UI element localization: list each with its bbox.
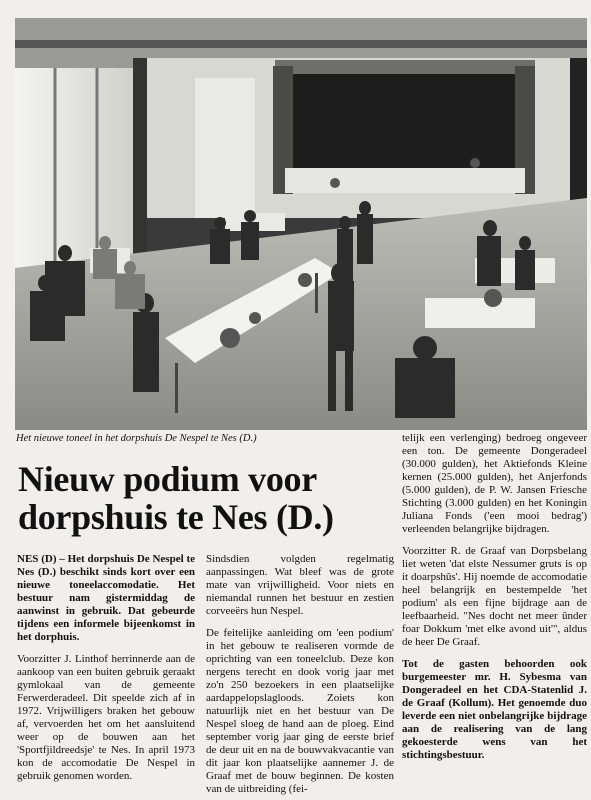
article-paragraph: Tot de gasten behoorden ook burgemeester mr. H. Sybesma van Dongeradeel en het CDA-Statenlid J. de Graaf (Kollum). Het genoemde duo leverde een niet onbelangrijke bijdrage aan de realisering van de lang gekoesterde wens van het stichtingsbestuur. — [402, 658, 587, 761]
article-column-1 — [17, 553, 195, 783]
headline: Nieuw podium voor dorpshuis te Nes (D.) — [18, 459, 334, 537]
hall-photo — [15, 18, 587, 430]
article-column-2 — [206, 553, 394, 796]
article-paragraph: Voorzitter J. Linthof herrinnerde aan de aankoop van een buiten gebruik geraakt gymlokaal van de gemeente Ferwerderadeel. Dit speelde zich af in 1972. Vrijwilligers braken het gebouw af, vervoerden het om het aansluitend weer op de bouwen aan het 'Sportfjildreedsje' te Nes. In april 1973 kon de accomodatie De Nespel in gebruik genomen worden. — [17, 653, 195, 782]
article-paragraph: Sindsdien volgden regelmatig aanpassingen. Wat bleef was de grote mate van vrijwilligheid. Voor niets en niemandal runnen het bestuur en zestien corveeërs hun Nespel. — [206, 553, 394, 617]
article-paragraph: Voorzitter R. de Graaf van Dorpsbelang liet weten 'dat elste Nessumer gruts is op it doarpshûs'. Hij noemde de accomodatie heel belangrijk en bestempelde 'het podium' als een fijne bijdrage aan de leefbaarheid. "Nes docht net meer ûnder foar Dokkum 'met elke avond uit'", aldus de heer De Graaf. — [402, 545, 587, 648]
hall-photo-image — [15, 18, 587, 430]
photo-caption: Het nieuwe toneel in het dorpshuis De Nespel te Nes (D.) — [16, 433, 257, 444]
article-column-3 — [402, 432, 587, 762]
article-paragraph: telijk een verlenging) bedroeg ongeveer een ton. De gemeente Dongeradeel (30.000 gulden), het Aktiefonds Kleine kernen (25.000 gulden), het Anjerfonds (5.000 gulden), de P. W. Jansen Friesche Stichting (3.000 gulden) en het Koningin Juliana Fonds ('een mooi bedrag') verleenden belangrijke bijdragen. — [402, 432, 587, 535]
article-lead: NES (D) – Het dorpshuis De Nespel te Nes (D.) beschikt sinds kort over een nieuwe toneelaccomodatie. Het bestuur nam gistermiddag de aanwinst in gebruik. Dat gebeurde tijdens een informele bijeenkomst in het dorphuis. — [17, 553, 195, 643]
article-paragraph: De feitelijke aanleiding om 'een podium' in het gebouw te realiseren vormde de oprichting van een toneelclub. Deze kon nergens terecht en dook vorig jaar met zo'n 250 bezoekers in een plaatselijke aardappelopslagloods. Zoiets kon natuurlijk niet en het bestuur van De Nespel sloeg de hand aan de ploeg. Eind september vorig jaar ging de eerste brief de deur uit en na de bouwvakvacantie van dit jaar kon plaatselijke aannemer J. de Graaf met de bouw beginnen. De kosten van de uitbreiding (fei- — [206, 627, 394, 795]
